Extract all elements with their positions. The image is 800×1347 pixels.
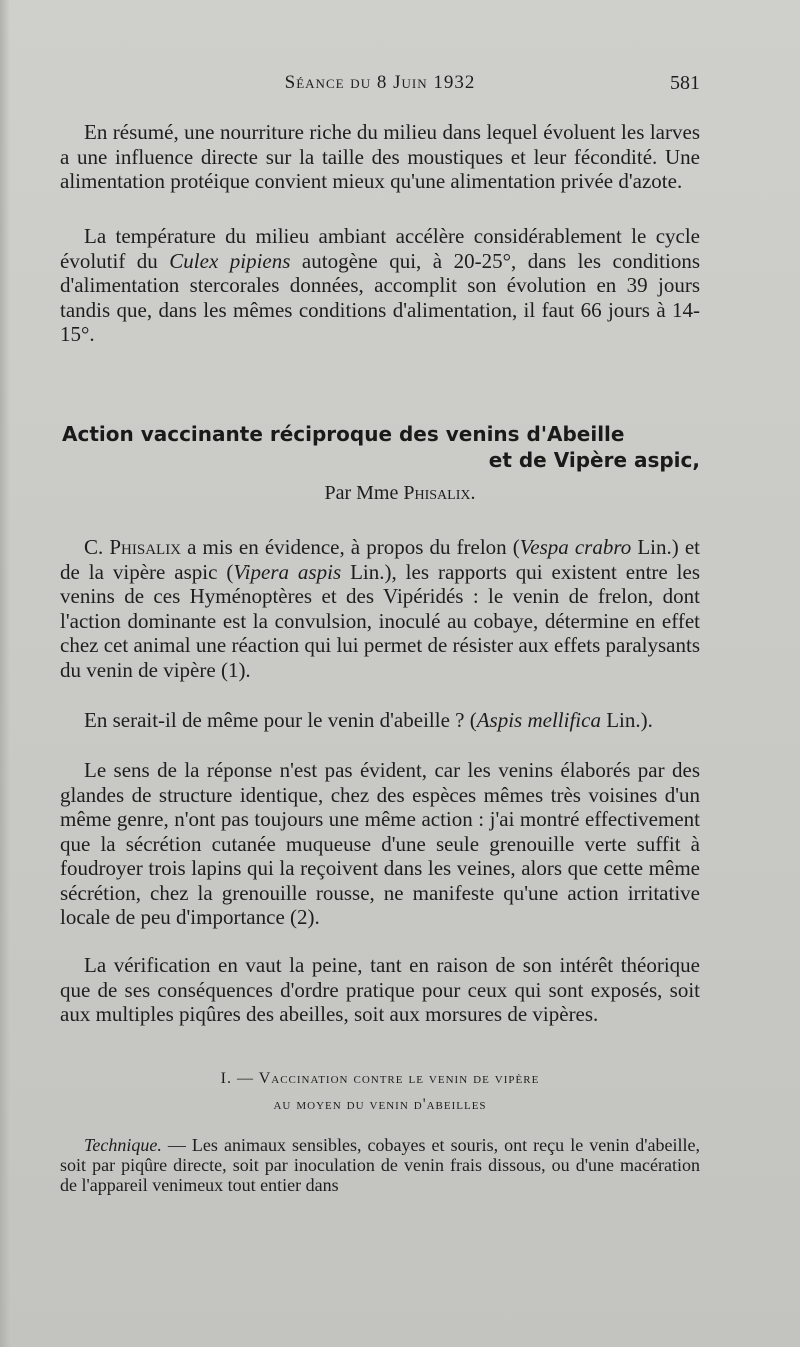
page-spine-shadow (0, 0, 10, 1347)
text-run: Lin.), les rapports qui existent entre les venins de ces Hyménoptères et des Vipéridés : le venin de frelon, dont l'action dominante est la convulsion, inoculé au cobaye, détermine en effet chez cet animal une réaction qui lui permet de résister aux effets paralysants du venin de vipère (1). (60, 559, 701, 682)
body-paragraph-2 (60, 708, 700, 733)
text-run: En serait-il de même pour le venin d'abeille ? ( (84, 708, 477, 732)
species-name: Vipera aspis (233, 559, 342, 584)
intro-paragraph-1: En résumé, une nourriture riche du milieu dans lequel évoluent les larves a une influence directe sur la taille des moustiques et leur fécondité. Une alimentation protéique convient mieux qu'une alimentation privée d'azote. (60, 120, 700, 193)
author-name: Phisalix. (403, 482, 476, 504)
section-heading-line-1: I. — Vaccination contre le venin de vipère (220, 1070, 540, 1087)
page-header (60, 72, 700, 102)
running-head: Séance du 8 Juin 1932 (284, 72, 476, 93)
text-run: Lin.). (600, 708, 653, 732)
body-paragraph-1 (60, 535, 700, 682)
text-run: autogène qui, à 20-25°, dans les conditions d'alimentation stercorales données, accomplit son évolution en 39 jours tandis que, dans les mêmes conditions d'alimentation, il faut 66 jours à 14-15°. (60, 248, 700, 346)
body-paragraph-4: La vérification en vaut la peine, tant en raison de son intérêt théorique que de ses conséquences d'ordre pratique pour ceux qui sont exposés, soit aux multiples piqûres des abeilles, soit aux morsures de vipères. (60, 953, 700, 1026)
technique-label: Technique. (84, 1135, 162, 1155)
text-run: a mis en évidence, à propos du frelon ( (181, 535, 520, 559)
text-run: C. (84, 535, 110, 559)
section-heading-line-2: au moyen du venin d'abeilles (273, 1096, 487, 1113)
article-title-line-2: et de Vipère aspic, (488, 448, 700, 472)
species-name: Aspis mellifica (476, 708, 601, 732)
species-name: Culex pipiens (169, 248, 291, 273)
text-run: Lin.) et de la vipère aspic ( (60, 535, 700, 584)
article-title-line-1: Action vaccinante réciproque des venins d'Abeille (62, 422, 625, 446)
text-run: La température du milieu ambiant accélère considérablement le cycle évolutif du (60, 224, 700, 273)
author-line (0, 482, 800, 505)
species-name: Vespa crabro (519, 535, 632, 559)
page-number: 581 (670, 72, 700, 94)
intro-paragraph-2 (60, 224, 700, 347)
author-name-inline: Phisalix (109, 535, 182, 559)
body-paragraph-3: Le sens de la réponse n'est pas évident, car les venins élaborés par des glandes de structure identique, chez des espèces mêmes très voisines d'un même genre, n'ont pas toujours une même action : j'ai montré effectivement que la sécrétion cutanée muqueuse d'une seule grenouille verte suffit à foudroyer trois lapins qui la reçoivent dans les veines, alors que cette même sécrétion, chez la grenouille rousse, ne manifeste qu'une action irritative locale de peu d'importance (2). (60, 758, 700, 929)
technique-paragraph (60, 1135, 700, 1195)
author-prefix: Par Mme (324, 482, 404, 504)
text-run: — Les animaux sensibles, cobayes et souris, ont reçu le venin d'abeille, soit par piqûre directe, soit par inoculation de venin frais dissous, ou d'une macération de l'appareil venimeux tout entier dans (60, 1135, 700, 1195)
